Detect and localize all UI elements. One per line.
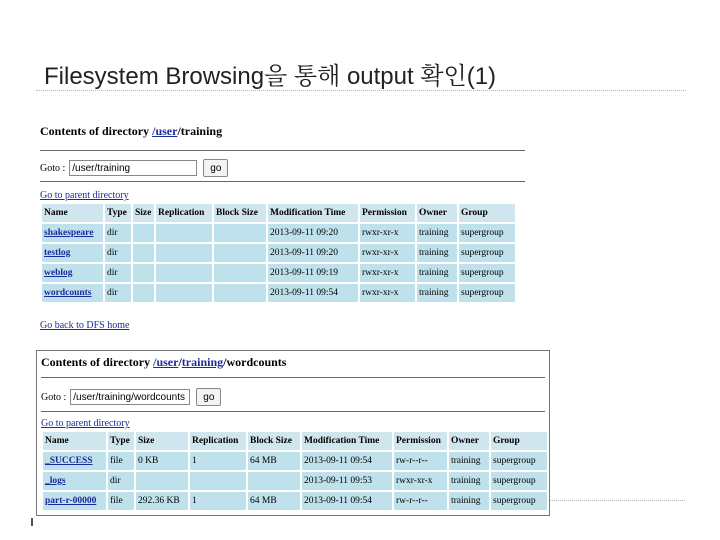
column-header-modification-time[interactable]: Modification Time [268,204,358,222]
block-size-cell [214,244,266,262]
path-user-link[interactable]: user [155,124,178,138]
group-cell: supergroup [491,452,547,470]
type-cell: dir [105,244,131,262]
type-cell: file [108,492,134,510]
path-root-link[interactable]: / [153,355,157,369]
table-row [43,472,547,490]
column-header-owner[interactable]: Owner [417,204,457,222]
path-separator: / [178,355,182,369]
name-cell [43,492,106,510]
goto-label: Goto : [41,391,67,403]
modification-time-cell: 2013-09-11 09:54 [302,452,392,470]
owner-cell: training [417,284,457,302]
file-link[interactable]: wordcounts [44,288,92,298]
modification-time-cell: 2013-09-11 09:20 [268,224,358,242]
group-cell: supergroup [459,244,515,262]
replication-cell [156,224,212,242]
heading-prefix: Contents of directory [40,124,153,138]
divider [41,377,545,378]
modification-time-cell: 2013-09-11 09:54 [268,284,358,302]
column-header-block-size[interactable]: Block Size [248,432,300,450]
column-header-type[interactable]: Type [105,204,131,222]
goto-form [40,159,228,177]
group-cell: supergroup [459,224,515,242]
group-cell: supergroup [459,264,515,282]
size-cell [133,224,154,242]
directory-listing-wordcounts [36,350,550,516]
table-row [42,284,515,302]
go-button[interactable]: go [196,388,221,406]
column-header-size[interactable]: Size [136,432,188,450]
modification-time-cell: 2013-09-11 09:53 [302,472,392,490]
group-cell: supergroup [491,492,547,510]
column-header-name[interactable]: Name [42,204,103,222]
type-cell: dir [105,264,131,282]
block-size-cell [214,284,266,302]
block-size-cell [248,472,300,490]
name-cell [42,284,103,302]
replication-cell [190,472,246,490]
directory-listing-training [40,118,530,338]
column-header-size[interactable]: Size [133,204,154,222]
table-row [43,492,547,510]
type-cell: dir [105,224,131,242]
type-cell: file [108,452,134,470]
owner-cell: training [417,224,457,242]
size-cell: 0 KB [136,452,188,470]
table-header-row [43,432,547,450]
file-link[interactable]: testlog [44,248,71,258]
size-cell [133,284,154,302]
modification-time-cell: 2013-09-11 09:20 [268,244,358,262]
replication-cell [156,264,212,282]
path-rest: /training [177,124,223,138]
block-size-cell [214,224,266,242]
name-cell [42,244,103,262]
column-header-block-size[interactable]: Block Size [214,204,266,222]
file-table [41,430,549,512]
table-header-row [42,204,515,222]
slide-title: Filesystem Browsing을 통해 output 확인(1) [44,63,497,90]
directory-heading [40,124,222,139]
size-cell [133,264,154,282]
size-cell [133,244,154,262]
path-rest: /wordcounts [223,355,287,369]
table-row [42,224,515,242]
column-header-permission[interactable]: Permission [360,204,415,222]
column-header-replication[interactable]: Replication [156,204,212,222]
goto-form [41,388,221,406]
goto-label: Goto : [40,162,66,174]
goto-input[interactable] [70,389,190,405]
column-header-name[interactable]: Name [43,432,106,450]
block-size-cell [214,264,266,282]
permission-cell: rwxr-xr-x [360,224,415,242]
permission-cell: rwxr-xr-x [360,264,415,282]
permission-cell: rwxr-xr-x [360,244,415,262]
permission-cell: rwxr-xr-x [360,284,415,302]
column-header-group[interactable]: Group [459,204,515,222]
file-link[interactable]: _SUCCESS [45,456,93,466]
modification-time-cell: 2013-09-11 09:54 [302,492,392,510]
replication-cell: 1 [190,492,246,510]
block-size-cell: 64 MB [248,492,300,510]
path-user-link[interactable]: user [156,355,179,369]
path-training-link[interactable]: training [181,355,224,369]
replication-cell: 1 [190,452,246,470]
name-cell [42,264,103,282]
owner-cell: training [449,452,489,470]
title-divider [36,90,686,91]
dfs-home-link[interactable]: Go back to DFS home [40,320,130,331]
file-table [40,202,517,304]
table-row [42,264,515,282]
column-header-owner[interactable]: Owner [449,432,489,450]
size-cell: 292.36 KB [136,492,188,510]
owner-cell: training [417,244,457,262]
parent-directory-link[interactable]: Go to parent directory [40,190,129,201]
size-cell [136,472,188,490]
type-cell: dir [108,472,134,490]
heading-prefix: Contents of directory [41,355,154,369]
file-link[interactable]: _logs [45,476,66,486]
directory-heading [41,355,286,370]
name-cell [42,224,103,242]
replication-cell [156,284,212,302]
file-link[interactable]: weblog [44,268,73,278]
permission-cell: rwxr-xr-x [394,472,447,490]
column-header-type[interactable]: Type [108,432,134,450]
divider [41,411,545,412]
table-row [42,244,515,262]
edge-marker [31,518,33,526]
permission-cell: rw-r--r-- [394,452,447,470]
group-cell: supergroup [459,284,515,302]
file-link[interactable]: shakespeare [44,228,94,238]
go-button[interactable]: go [203,159,228,177]
file-link[interactable]: part-r-00000 [45,496,97,506]
divider [40,181,525,182]
owner-cell: training [449,492,489,510]
block-size-cell: 64 MB [248,452,300,470]
modification-time-cell: 2013-09-11 09:19 [268,264,358,282]
owner-cell: training [417,264,457,282]
name-cell [43,472,106,490]
permission-cell: rw-r--r-- [394,492,447,510]
goto-input[interactable] [69,160,197,176]
parent-directory-link[interactable]: Go to parent directory [41,418,130,429]
owner-cell: training [449,472,489,490]
column-header-group[interactable]: Group [491,432,547,450]
table-row [43,452,547,470]
path-root-link[interactable]: / [152,124,156,138]
replication-cell [156,244,212,262]
group-cell: supergroup [491,472,547,490]
divider [40,150,525,151]
type-cell: dir [105,284,131,302]
column-header-replication[interactable]: Replication [190,432,246,450]
column-header-modification-time[interactable]: Modification Time [302,432,392,450]
name-cell [43,452,106,470]
column-header-permission[interactable]: Permission [394,432,447,450]
